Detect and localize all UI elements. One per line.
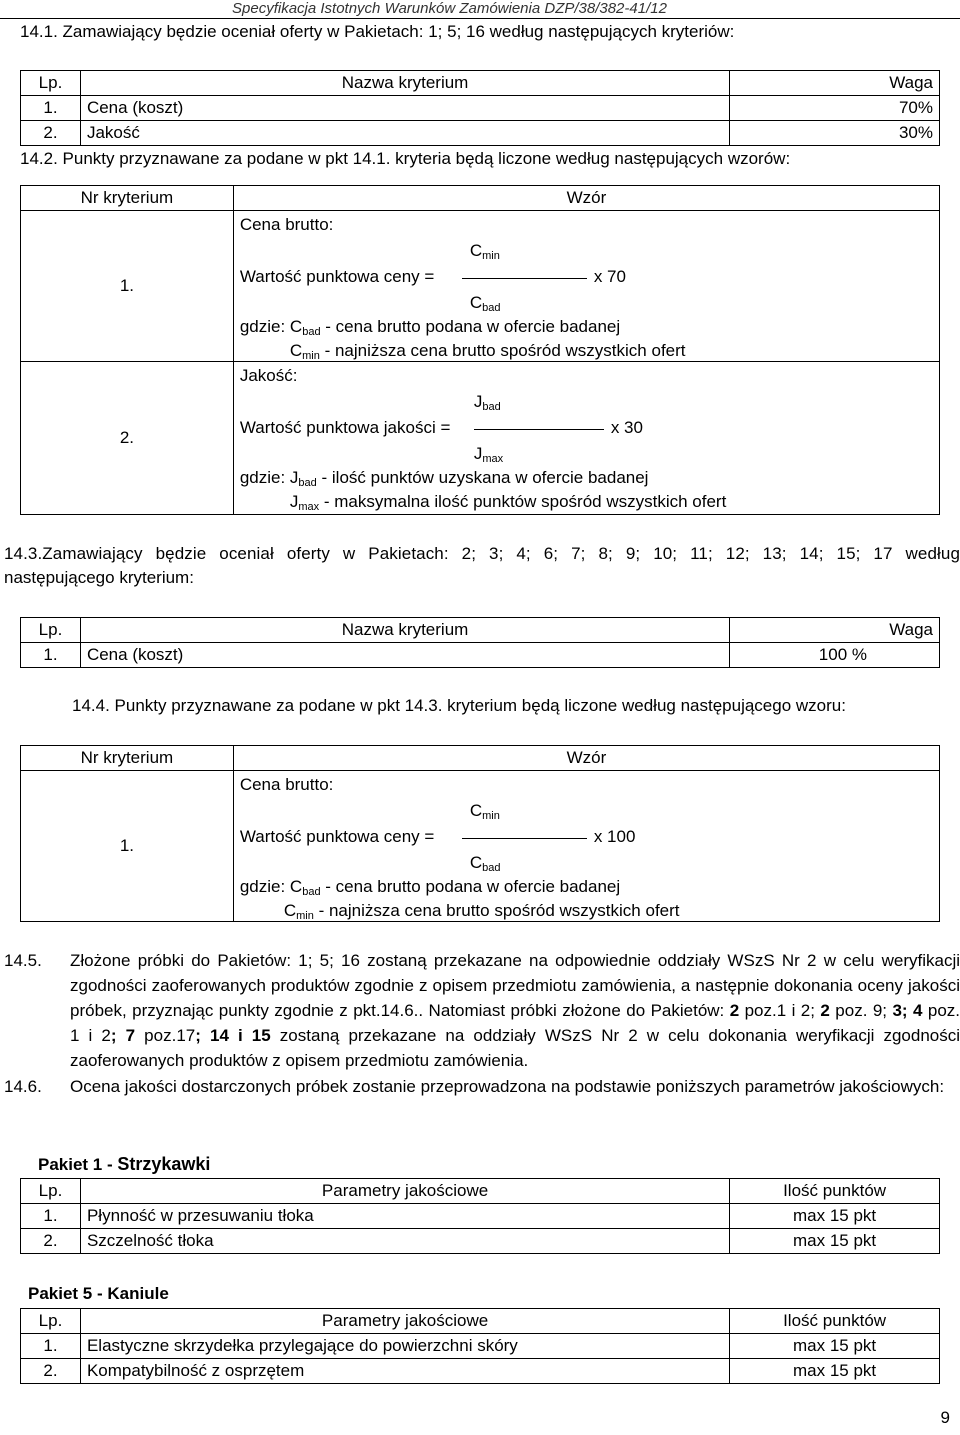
cell-points: max 15 pkt [730,1359,940,1384]
cell-lp: 2. [21,1359,81,1384]
where-line-2: $C_{min}$ - najniższa cena brutto spośród wszystkich ofert [283,901,680,922]
table-row [21,1204,940,1229]
table-header-row [21,186,940,211]
section-14-6-text: Ocena jakości dostarczonych próbek zostanie przeprowadzona na podstawie poniższych parametrów jakościowych: [70,1077,945,1096]
cell-weight: 30% [730,121,940,146]
cell-name: Cena (koszt) [80,96,729,121]
where-line-1: gdzie: $C_{bad}$ - cena brutto podana w ofercie badanej [239,317,621,338]
denominator: $J_{max}$ [473,444,504,465]
col-wzor: Wzór [233,746,939,771]
table-header-row [21,618,940,643]
formula-lhs: Wartość punktowa ceny = [239,267,435,286]
where-line-2: $J_{max}$ - maksymalna ilość punktów spośród wszystkich ofert [289,492,727,513]
multiplier: x 70 [593,267,626,286]
cell-formula [233,362,939,515]
pakiet-1-table [20,1178,940,1254]
cell-name: Cena (koszt) [80,643,729,668]
cell-weight: 100 % [730,643,940,668]
multiplier: x 100 [593,827,636,846]
col-points: Ilość punktów [730,1309,940,1334]
col-weight: Waga [730,618,940,643]
cell-param: Płynność w przesuwaniu tłoka [80,1204,729,1229]
formula-row-quality [21,362,940,515]
formula-table-1 [20,185,940,515]
cell-points: max 15 pkt [730,1334,940,1359]
cell-formula [233,771,939,922]
cell-points: max 15 pkt [730,1229,940,1254]
formula-lhs: Wartość punktowa jakości = [239,418,451,437]
table-row [21,96,940,121]
formula-lhs: Wartość punktowa ceny = [239,827,435,846]
formula-row-price [21,771,940,922]
cell-name: Jakość [80,121,729,146]
table-row [21,1229,940,1254]
col-nr: Nr kryterium [21,186,234,211]
denominator: $C_{bad}$ [469,293,501,314]
cell-formula [233,211,939,362]
numerator: $C_{min}$ [469,801,500,822]
section-14-3-heading-line1: 14.3.Zamawiający będzie oceniał oferty w Pakietach: 2; 3; 4; 6; 7; 8; 9; 10; 11; 12; 13; 14; 15; 17 według [4,544,960,563]
numerator: $J_{bad}$ [473,392,501,413]
fraction-bar [474,429,604,430]
col-nr: Nr kryterium [21,746,234,771]
pakiet-5-table [20,1308,940,1384]
where-line-1: gdzie: $C_{bad}$ - cena brutto podana w ofercie badanej [239,877,621,898]
col-name: Nazwa kryterium [80,618,729,643]
section-14-5-text: Złożone próbki do Pakietów: 1; 5; 16 zostaną przekazane na odpowiednie oddziały WSzS Nr 2 w celu weryfikacji zgodności zaoferowanych produktów zgodnie z opisem przedmiotu zamówienia, a następnie dokonania oceny jakości próbek, przyznając punkty zgodnie z pkt.14.6.. Natomiast próbki złożone do Pakietów: 2 poz.1 i 2; 2 poz. 9; 3; 4 poz. 1 i 2; 7 poz.17; 14 i 15 zostaną przekazane na oddziały WSzS Nr 2 w celu dokonania weryfikacji zgodności zaoferowanych produktów z opisem przedmiotu zamówienia. [70,951,960,1070]
page-number: 9 [940,1408,950,1427]
cell-param: Kompatybilność z osprzętem [80,1359,729,1384]
section-14-2-heading: 14.2. Punkty przyznawane za podane w pkt 14.1. kryteria będą liczone według następujących wzorów: [20,149,791,168]
cell-lp: 1. [21,96,81,121]
cell-nr: 2. [21,362,234,515]
fraction-bar [462,278,587,279]
denominator: $C_{bad}$ [469,853,501,874]
formula-row-price [21,211,940,362]
formula-title: Jakość: [239,366,298,385]
col-points: Ilość punktów [730,1179,940,1204]
cell-lp: 2. [21,121,81,146]
section-14-3-heading-line2: następującego kryterium: [4,568,194,587]
criteria-table-2 [20,617,940,668]
section-14-1-heading: 14.1. Zamawiający będzie oceniał oferty w Pakietach: 1; 5; 16 według następujących kryteriów: [20,22,735,41]
numerator: $C_{min}$ [469,241,500,262]
col-lp: Lp. [21,71,81,96]
document-header: Specyfikacja Istotnych Warunków Zamówienia DZP/38/382-41/12 [232,0,667,17]
cell-nr: 1. [21,211,234,362]
col-wzor: Wzór [233,186,939,211]
cell-nr: 1. [21,771,234,922]
cell-lp: 1. [21,643,81,668]
cell-param: Elastyczne skrzydełka przylegające do powierzchni skóry [80,1334,729,1359]
pakiet-5-title: Pakiet 5 - Kaniule [28,1284,169,1303]
where-line-2: $C_{min}$ - najniższa cena brutto spośród wszystkich ofert [289,341,686,362]
col-name: Nazwa kryterium [80,71,729,96]
cell-points: max 15 pkt [730,1204,940,1229]
col-param: Parametry jakościowe [80,1179,729,1204]
formula-title: Cena brutto: [239,775,334,794]
table-row [21,1359,940,1384]
formula-table-2 [20,745,940,922]
cell-lp: 2. [21,1229,81,1254]
table-header-row [21,71,940,96]
table-header-row [21,1179,940,1204]
table-row [21,121,940,146]
pakiet-1-title: Pakiet 1 - Strzykawki [38,1154,211,1174]
table-header-row [21,746,940,771]
col-lp: Lp. [21,618,81,643]
cell-lp: 1. [21,1334,81,1359]
multiplier: x 30 [610,418,643,437]
col-lp: Lp. [21,1309,81,1334]
table-header-row [21,1309,940,1334]
header-rule [0,18,960,19]
section-14-5-number: 14.5. [4,951,42,970]
section-14-6-number: 14.6. [4,1077,42,1096]
col-weight: Waga [730,71,940,96]
cell-param: Szczelność tłoka [80,1229,729,1254]
formula-title: Cena brutto: [239,215,334,234]
col-lp: Lp. [21,1179,81,1204]
cell-lp: 1. [21,1204,81,1229]
section-14-4-heading: 14.4. Punkty przyznawane za podane w pkt 14.3. kryterium będą liczone według następującego wzoru: [72,696,846,715]
table-row [21,1334,940,1359]
criteria-table-1 [20,70,940,146]
fraction-bar [462,838,587,839]
col-param: Parametry jakościowe [80,1309,729,1334]
where-line-1: gdzie: $J_{bad}$ - ilość punktów uzyskana w ofercie badanej [239,468,649,489]
table-row [21,643,940,668]
cell-weight: 70% [730,96,940,121]
